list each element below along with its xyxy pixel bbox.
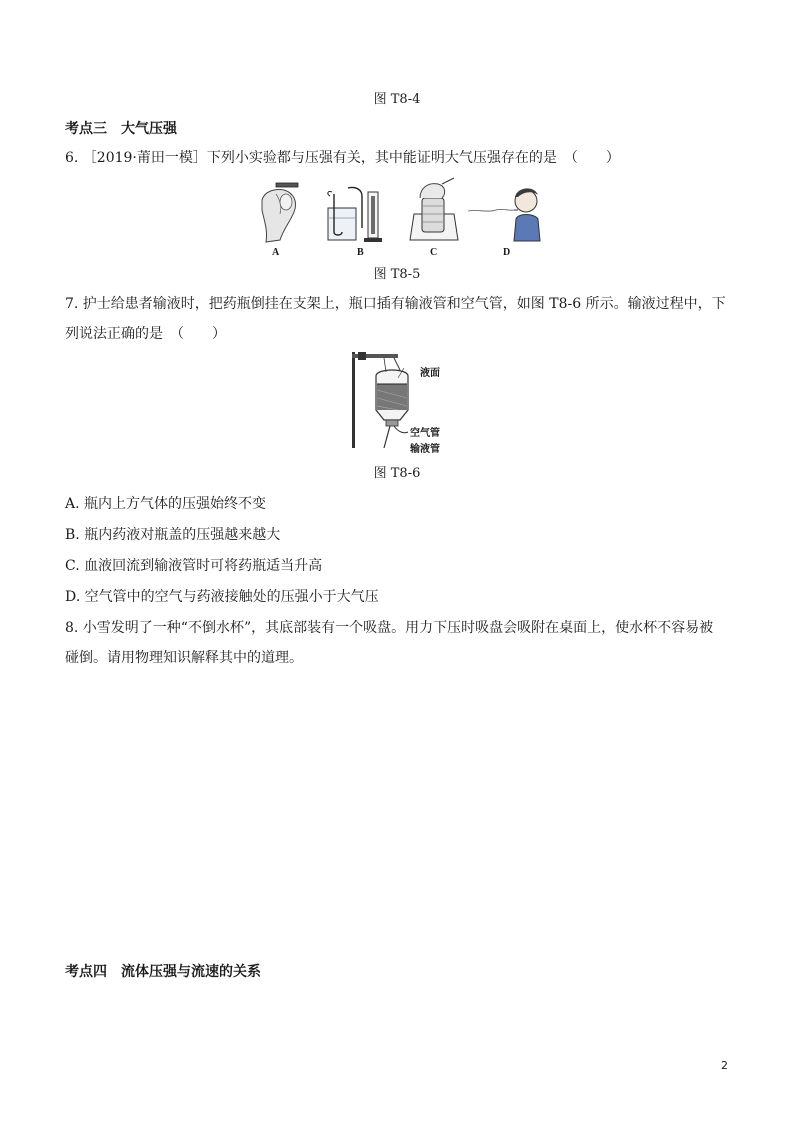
question-7-option-d: D. 空气管中的空气与药液接触处的压强小于大气压 [65,589,379,605]
figure-label-d: D [503,247,511,258]
figure-label-c: C [430,247,438,258]
figure-caption-t8-4: 图 T8-4 [373,92,421,107]
question-7-option-c: C. 血液回流到输液管时可将药瓶适当升高 [65,558,323,574]
question-8-line-1: 8. 小雪发明了一种“不倒水杯”，其底部装有一个吸盘。用力下压时吸盘会吸附在桌面上，使水杯不容易被 [65,620,714,636]
question-7-option-b: B. 瓶内药液对瓶盖的压强越来越大 [65,527,281,543]
figure-caption-t8-5: 图 T8-5 [373,267,421,282]
question-7-line-2: 列说法正确的是 （ ） [65,326,226,342]
figure-label-b: B [357,247,364,258]
question-6-text: 6. ［2019·莆田一模］下列小实验都与压强有关，其中能证明大气压强存在的是 （ ） [65,150,620,166]
figure-b-utube-illustration [322,184,388,244]
section-heading-4: 考点四 流体压强与流速的关系 [65,964,261,980]
figure-a-hand-illustration [254,180,304,244]
figure-label-a: A [272,247,280,258]
label-liquid-surface: 液面 [420,368,440,379]
page-number: 2 [721,1059,728,1072]
section-heading-3: 考点三 大气压强 [65,121,177,137]
label-air-tube: 空气管 [410,428,440,439]
question-7-line-1: 7. 护士给患者输液时，把药瓶倒挂在支架上，瓶口插有输液管和空气管，如图 T8-6 所示。输液过程中，下 [65,296,726,312]
figure-d-boy-illustration [468,183,544,243]
question-7-option-a: A. 瓶内上方气体的压强始终不变 [65,496,267,512]
label-infusion-tube: 输液管 [410,444,440,455]
figure-caption-t8-6: 图 T8-6 [373,466,421,481]
figure-c-can-illustration [406,176,462,244]
question-8-line-2: 碰倒。请用物理知识解释其中的道理。 [65,650,303,666]
